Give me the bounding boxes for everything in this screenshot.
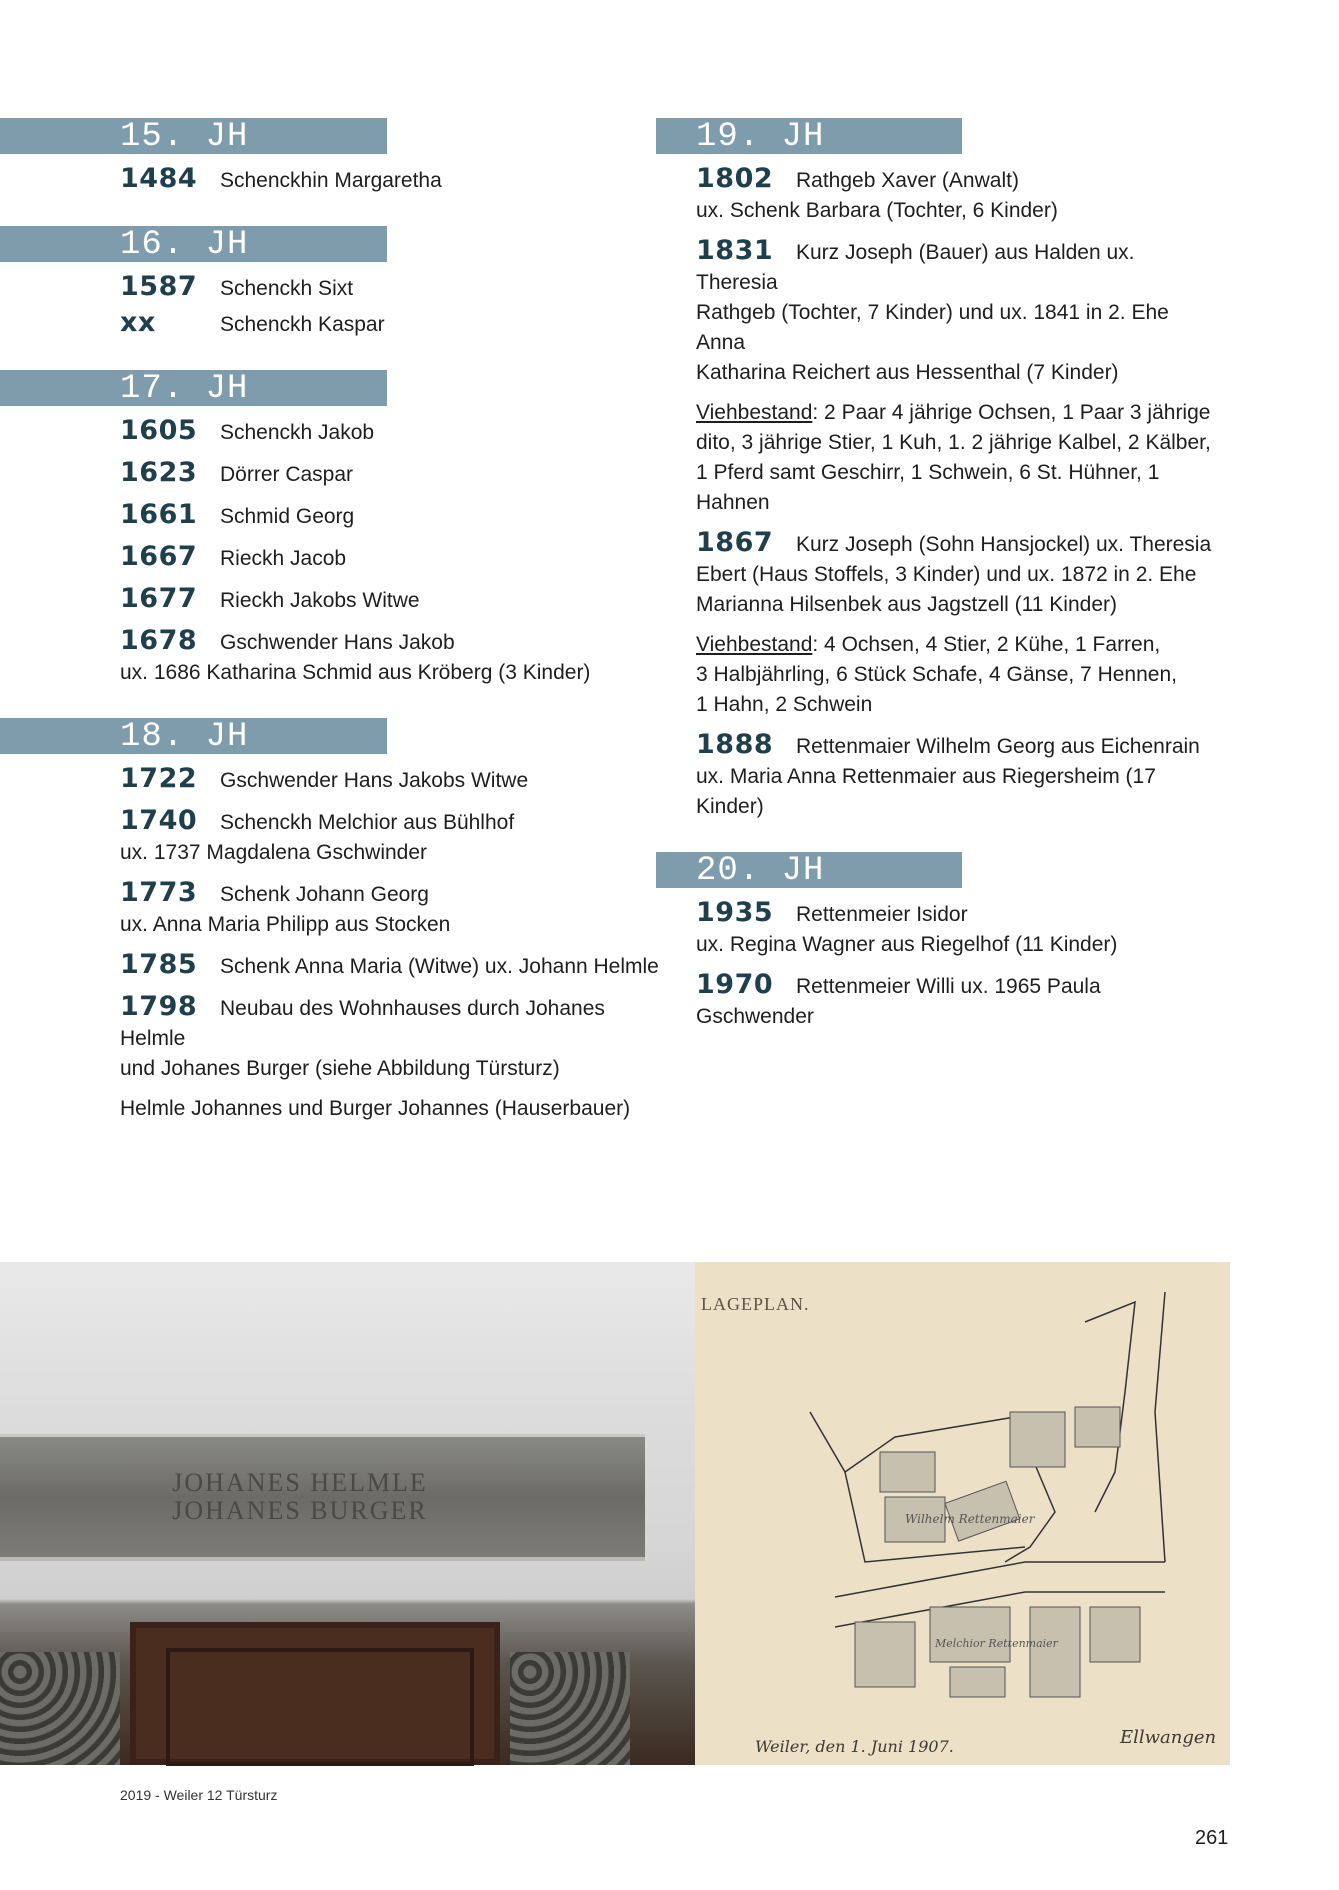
entry-1867 bbox=[656, 528, 1216, 620]
entry-year: 1623 bbox=[120, 457, 198, 488]
livestock-text: : 2 Paar 4 jährige Ochsen, 1 Paar 3 jährige bbox=[812, 401, 1211, 424]
century-heading-20: 20. JH bbox=[656, 852, 962, 888]
map-label-owner: Wilhelm Rettenmaier bbox=[905, 1512, 1035, 1526]
photo-strip bbox=[0, 1262, 1230, 1765]
entry-year: 1661 bbox=[120, 499, 198, 530]
entry-text-line2: und Johanes Burger (siehe Abbildung Türsturz) bbox=[120, 1057, 560, 1080]
entry-text-line2: Ebert (Haus Stoffels, 3 Kinder) und ux. 1872 in 2. Ehe bbox=[696, 563, 1197, 586]
livestock-line3: 1 Pferd samt Geschirr, 1 Schwein, 6 St. Hühner, 1 Hahnen bbox=[696, 461, 1160, 514]
entry-year: 1740 bbox=[120, 805, 198, 836]
entry-text-line3: Marianna Hilsenbek aus Jagstzell (11 Kinder) bbox=[696, 593, 1117, 616]
entry-year: 1484 bbox=[120, 163, 198, 194]
livestock-1831 bbox=[656, 398, 1216, 518]
entry-1935 bbox=[656, 898, 1216, 960]
entry-text: Rettenmeier Isidor bbox=[796, 903, 968, 926]
livestock-line3: 1 Hahn, 2 Schwein bbox=[696, 693, 873, 716]
site-plan-image bbox=[695, 1262, 1230, 1765]
entry-year: 1888 bbox=[696, 729, 774, 760]
entry-year: 1867 bbox=[696, 527, 774, 558]
entry-text: Dörrer Caspar bbox=[220, 463, 354, 486]
entry-text: Schenk Johann Georg bbox=[220, 883, 429, 906]
entry-text: Schenckh Jakob bbox=[220, 421, 375, 444]
entry-text: Schenk Anna Maria (Witwe) ux. Johann Helmle bbox=[220, 955, 659, 978]
lintel-stone bbox=[0, 1434, 645, 1561]
entry-1773 bbox=[0, 878, 660, 940]
century-heading-16: 16. JH bbox=[0, 226, 387, 262]
entry-text: Gschwender Hans Jakobs Witwe bbox=[220, 769, 529, 792]
entry-text: Neubau des Wohnhauses durch Johanes Helmle bbox=[120, 997, 605, 1050]
entry-year: 1970 bbox=[696, 969, 774, 1000]
wooden-door bbox=[130, 1622, 500, 1765]
century-heading-18: 18. JH bbox=[0, 718, 387, 754]
lintel-inscription bbox=[150, 1469, 450, 1525]
entry-year: 1587 bbox=[120, 271, 198, 302]
entry-text: Rathgeb Xaver (Anwalt) bbox=[796, 169, 1019, 192]
entry-year: 1678 bbox=[120, 625, 198, 656]
entry-1802 bbox=[656, 164, 1216, 226]
livestock-text: : 4 Ochsen, 4 Stier, 2 Kühe, 1 Farren, bbox=[812, 633, 1161, 656]
entry-text-line3: Katharina Reichert aus Hessenthal (7 Kinder) bbox=[696, 361, 1119, 384]
entry-text: Schenckh Kaspar bbox=[220, 313, 385, 336]
entry-text-line2: ux. Anna Maria Philipp aus Stocken bbox=[120, 913, 451, 936]
entry-1678 bbox=[0, 626, 660, 688]
lintel-line1: JOHANES HELMLE bbox=[172, 1468, 428, 1497]
entry-text-line2: ux. 1737 Magdalena Gschwinder bbox=[120, 841, 428, 864]
entry-year: 1802 bbox=[696, 163, 774, 194]
map-title: LAGEPLAN. bbox=[701, 1294, 810, 1314]
century-heading-17: 17. JH bbox=[0, 370, 387, 406]
entry-text: Kurz Joseph (Bauer) aus Halden ux. Theresia bbox=[696, 241, 1135, 294]
entry-1722 bbox=[0, 764, 660, 796]
century-heading-15: 15. JH bbox=[0, 118, 387, 154]
entry-text: Schenckhin Margaretha bbox=[220, 169, 442, 192]
livestock-1867 bbox=[656, 630, 1216, 720]
entry-text: Rettenmeier Willi ux. 1965 Paula Gschwender bbox=[696, 975, 1101, 1028]
entry-text: Schmid Georg bbox=[220, 505, 355, 528]
entry-1831 bbox=[656, 236, 1216, 388]
entry-text: Kurz Joseph (Sohn Hansjockel) ux. Theresia bbox=[796, 533, 1212, 556]
photo-caption: 2019 - Weiler 12 Türsturz bbox=[120, 1787, 278, 1803]
entry-year: 1667 bbox=[120, 541, 198, 572]
entry-1623 bbox=[0, 458, 660, 490]
entry-1785 bbox=[0, 950, 660, 982]
map-label-neighbor: Melchior Rettenmaier bbox=[935, 1637, 1058, 1650]
entry-text: Rieckh Jakobs Witwe bbox=[220, 589, 420, 612]
entry-1798 bbox=[0, 992, 660, 1084]
entry-text: Schenckh Sixt bbox=[220, 277, 354, 300]
entry-1484 bbox=[0, 164, 660, 196]
entry-text-line2: ux. Regina Wagner aus Riegelhof (11 Kinder) bbox=[696, 933, 1118, 956]
bullseye-glass-right bbox=[510, 1652, 630, 1765]
left-column bbox=[0, 118, 660, 1124]
entry-text-line2: ux. Schenk Barbara (Tochter, 6 Kinder) bbox=[696, 199, 1058, 222]
entry-1677 bbox=[0, 584, 660, 616]
page-number: 261 bbox=[1195, 1827, 1229, 1849]
lintel-line2: JOHANES BURGER bbox=[172, 1496, 428, 1525]
livestock-line2: 3 Halbjährling, 6 Stück Schafe, 4 Gänse, 7 Hennen, bbox=[696, 663, 1177, 686]
map-signature: Ellwangen bbox=[1120, 1727, 1217, 1748]
livestock-label: Viehbestand bbox=[696, 633, 813, 656]
entry-xx bbox=[0, 308, 660, 340]
map-date: Weiler, den 1. Juni 1907. bbox=[755, 1737, 954, 1756]
door-panel bbox=[166, 1648, 474, 1766]
entry-year: 1798 bbox=[120, 991, 198, 1022]
entry-year: 1831 bbox=[696, 235, 774, 266]
door-lintel-photo bbox=[0, 1262, 695, 1765]
entry-text-line2: ux. 1686 Katharina Schmid aus Kröberg (3 Kinder) bbox=[120, 661, 591, 684]
entry-year: 1677 bbox=[120, 583, 198, 614]
livestock-label: Viehbestand bbox=[696, 401, 813, 424]
entry-text: Schenckh Melchior aus Bühlhof bbox=[220, 811, 515, 834]
entry-1605 bbox=[0, 416, 660, 448]
entry-year: 1773 bbox=[120, 877, 198, 908]
entry-text-line2: Rathgeb (Tochter, 7 Kinder) und ux. 1841 in 2. Ehe Anna bbox=[696, 301, 1169, 354]
right-column bbox=[656, 118, 1216, 1042]
entry-1661 bbox=[0, 500, 660, 532]
entry-year: 1605 bbox=[120, 415, 198, 446]
builders-note: Helmle Johannes und Burger Johannes (Hauserbauer) bbox=[120, 1097, 631, 1120]
entry-year: 1722 bbox=[120, 763, 198, 794]
entry-text: Rettenmaier Wilhelm Georg aus Eichenrain bbox=[796, 735, 1200, 758]
livestock-line2: dito, 3 jährige Stier, 1 Kuh, 1. 2 jährige Kalbel, 2 Kälber, bbox=[696, 431, 1211, 454]
entry-1667 bbox=[0, 542, 660, 574]
entry-year: xx bbox=[120, 307, 156, 338]
entry-1970 bbox=[656, 970, 1216, 1032]
bullseye-glass-left bbox=[0, 1652, 120, 1765]
entry-year: 1935 bbox=[696, 897, 774, 928]
entry-1888 bbox=[656, 730, 1216, 822]
entry-text: Rieckh Jacob bbox=[220, 547, 347, 570]
century-heading-19: 19. JH bbox=[656, 118, 962, 154]
entry-text-line2: ux. Maria Anna Rettenmaier aus Riegersheim (17 Kinder) bbox=[696, 765, 1156, 818]
entry-1587 bbox=[0, 272, 660, 304]
entry-text: Gschwender Hans Jakob bbox=[220, 631, 455, 654]
entry-year: 1785 bbox=[120, 949, 198, 980]
entry-1740 bbox=[0, 806, 660, 868]
